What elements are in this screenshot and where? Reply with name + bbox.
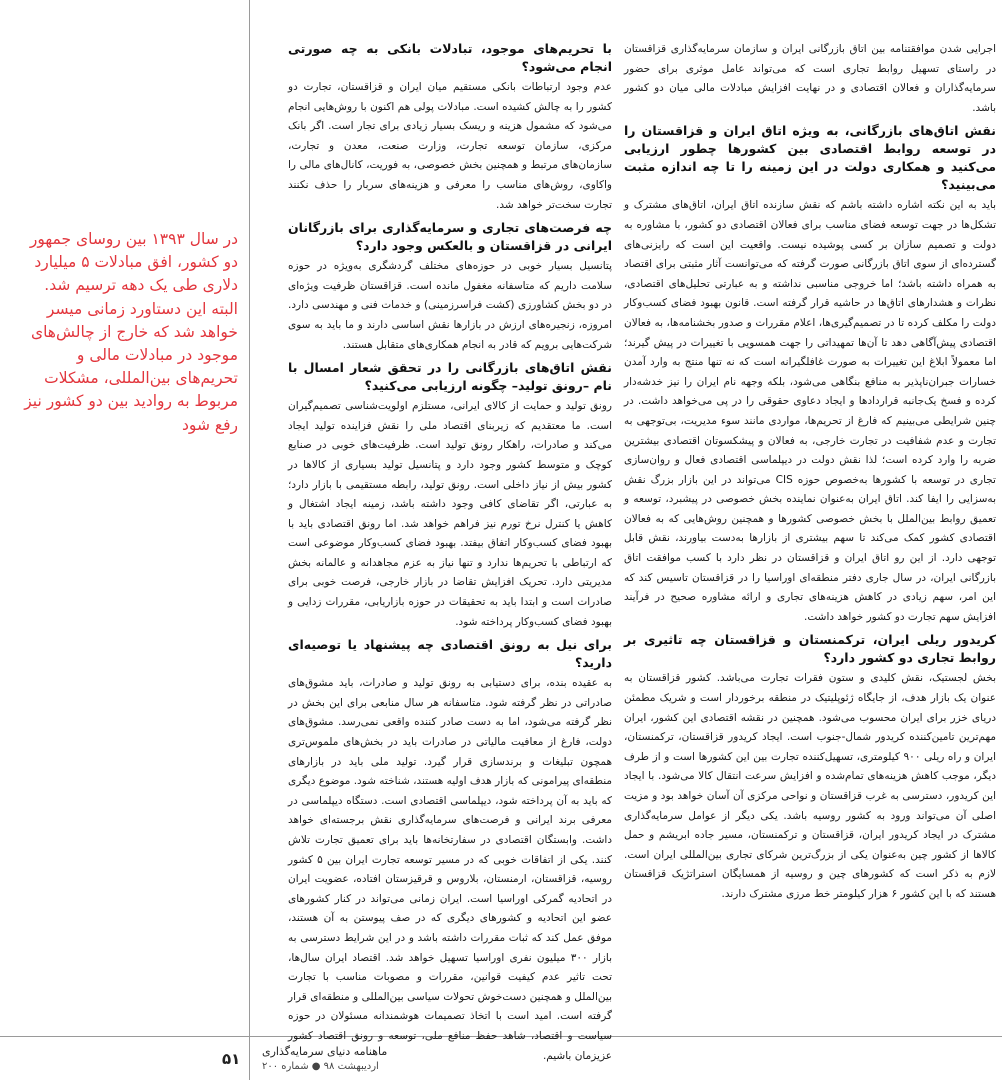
paragraph: رونق تولید و حمایت از کالای ایرانی، مستلزم اولویت‌شناسی تصمیم‌گیران است. ما معتقدیم که زیربنای اقتصاد ملی را نقش فزاینده تولید ایجاد می‌کند و صادرات، راهکار رونق تولید است. ظرفیت‌های خوبی در صنایع کوچک و متوسط کشور وجود دارد و پتانسیل تولید بسیاری از کالاها در کشور بیش از نیاز داخلی است. رونق تولید، رابطه مستقیمی با بازار دارد؛ به عبارتی، اگر تقاضای کافی وجود داشته باشد، زمینه ایجاد اشتغال و کاهش یا کنترل نرخ تورم نیز فراهم خواهد شد. اما رونق اقتصادی باید با بهبود فضای کسب‌وکار اتفاق بیفتد. بهبود فضای کسب‌وکار موضوعی است که ارتباطی با تحریم‌ها ندارد و تنها نیاز به عزم مجاهدانه و عالمانه بخش مدیریتی دارد. تحریک افزایش تقاضا در بازار خارجی، فرصت خوبی برای صادرات است و ابتدا باید به تحقیقات در حوزه بازاریابی، مقررات زدایی و بهبود فضای کسب‌وکار پرداخته شود. <box>288 400 612 628</box>
issue-info: اردیبهشت ۹۸ ● شماره ۲۰۰ <box>262 1061 379 1072</box>
paragraph: عدم وجود ارتباطات بانکی مستقیم میان ایران و قزاقستان، تجارت دو کشور را به چالش کشیده است. مبادلات پولی هم اکنون با روش‌هایی انجام می‌شود که مشمول هزینه و ریسک بسیار زیادی برای تجار است. اگر بانک مرکزی، سازمان توسعه تجارت، وزارت صنعت، معدن و تجارت، سازمان‌های مرتبط و همچنین بخش خصوصی، به فوریت، کانال‌های مالی را واکاوی، روش‌های مناسب را معرفی و هزینه‌های سربار را حذف نکنند تجارت سخت‌تر خواهد شد. <box>288 81 612 211</box>
question-heading: برای نیل به رونق اقتصادی چه پیشنهاد یا توصیه‌ای دارید؟ <box>288 637 612 671</box>
magazine-title: ماهنامه دنیای سرمایه‌گذاری <box>262 1045 388 1058</box>
paragraph: اجرایی شدن موافقتنامه بین اتاق بازرگانی ایران و سازمان سرمایه‌گذاری قزاقستان در راستای تسهیل روابط تجاری است که می‌تواند عامل موثری برای حضور سرمایه‌گذاران و فعالان اقتصادی و در نهایت افزایش مبادلات مالی میان دو کشور باشد. <box>624 43 996 114</box>
question-heading: چه فرصت‌های تجاری و سرمایه‌گذاری برای بازرگانان ایرانی در قزاقستان و بالعکس وجود دارد؟ <box>288 220 612 254</box>
question-heading: با تحریم‌های موجود، تبادلات بانکی به چه صورتی انجام می‌شود؟ <box>288 41 612 74</box>
page-number: ۵۱ <box>222 1050 241 1068</box>
question-heading: نقش اتاق‌های بازرگانی، به ویژه اتاق ایران و قزاقستان را در توسعه روابط اقتصادی بین کشورها چطور ارزیابی می‌کنید و همکاری دولت در این زمینه را تا چه اندازه مثبت می‌بینید؟ <box>624 123 996 193</box>
question-heading: کریدور ریلی ایران، ترکمنستان و قزاقستان چه تاثیری بر روابط تجاری دو کشور دارد؟ <box>624 632 996 666</box>
pull-quote: در سال ۱۳۹۳ بین روسای جمهور دو کشور، افق مبادلات ۵ میلیارد دلاری طی یک دهه ترسیم شد. البته این دستاورد زمانی میسر خواهد شد که خارج از چالش‌های موجود در مبادلات مالی و تحریم‌های بین‌المللی، مشکلات مربوط به روادید بین دو کشور نیز رفع شود <box>24 230 238 434</box>
article-column-right <box>624 40 996 1025</box>
paragraph: پتانسیل بسیار خوبی در حوزه‌های مختلف گردشگری به‌ویژه در حوزه سلامت داریم که متاسفانه مغفول مانده است. قزاقستان ظرفیت ویژه‌ای در دو بخش کشاورزی (کشت فراسرزمینی) و خدمات فنی و مهندسی دارد. امروزه، زنجیره‌های ارزش در بازارها نقش اساسی دارند و ما باید به سوی شرکت‌هایی برویم که قادر به انجام همکاری‌های متقابل هستند. <box>288 260 612 351</box>
column-divider <box>249 0 250 1080</box>
question-heading: نقش اتاق‌های بازرگانی را در تحقق شعار امسال با نام –رونق تولید– چگونه ارزیابی می‌کنید؟ <box>288 360 612 394</box>
paragraph: به عقیده بنده، برای دستیابی به رونق تولید و صادرات، باید مشوق‌های صادراتی در نظر گرفته شود. متاسفانه هر سال منابعی برای این بخش در نظر گرفته می‌شود، اما به دست صادر کننده واقعی نمی‌رسد. مشوق‌های دولت، فارغ از معافیت مالیاتی در صادرات باید در بخش‌های ملموس‌تری همچون تبلیغات و برندسازی قرار گیرد. تولید ملی باید در بازارهای منطقه‌ای پیرامونی که بازار هدف اولیه هستند، شناخته شود. موضوع دیگری که باید به آن پرداخته شود، دیپلماسی اقتصادی است. دستگاه دیپلماسی در معرفی برند ایرانی و فرصت‌های سرمایه‌گذاری نقش برجسته‌ای خواهد داشت. وابستگان اقتصادی در سفارتخانه‌ها باید برای تعمیق تجارت تلاش کنند. یکی از اتفاقات خوبی که در مسیر توسعه تجارت ایران بین ۵ کشور روسیه، قزاقستان، ارمنستان، بلاروس و قرقیزستان افتاده، عضویت ایران در اتحادیه گمرکی اوراسیا است. ایران زمانی می‌تواند در کنار کشورهای عضو این اتحادیه و کشورهای دیگری که در صف پیوستن به آن هستند، موفق عمل کند که ثبات مقررات داشته باشد و در این شرایط دسترسی به بازار ۳۰۰ میلیون نفری اوراسیا تسهیل خواهد شد. اقتصاد ایران سال‌ها، تحت تاثیر عدم کیفیت قوانین، مقررات و مصوبات مناسب با تجارت بین‌الملل و همچنین دست‌خوش تحولات سیاسی بین‌المللی و منطقه‌ای قرار گرفته است. امید است با اتخاذ تصمیمات هوشمندانه مسئولان در حوزه سیاست و اقتصاد، شاهد حفظ منافع ملی، توسعه و رونق اقتصاد کشور عزیزمان باشیم. <box>287 677 612 1062</box>
paragraph: باید به این نکته اشاره داشته باشم که نقش سازنده اتاق ایران، اتاق‌های مشترک و تشکل‌ها در جهت توسعه فضای مناسب برای فعالان اقتصادی دو کشور، با مشاوره به دولت و تصمیم سازان بر کسی پوشیده نیست. واقعیت این است که رایزنی‌های گسترده‌ای از سوی اتاق بازرگانی صورت گرفته که می‌توانست آثار مثبتی برای اقتصاد به همراه داشته باشد؛ اما خروجی مناسبی نداشته و به عبارتی تحلیل‌های اقتصادی، نظرات و هشدارهای اتاق‌ها در حاشیه قرار گرفته است. قانون بهبود فضای کسب‌وکار دولت را مکلف کرده تا در تصمیم‌گیری‌ها، اعلام مقررات و صدور بخشنامه‌ها، به فعالان اقتصادی پیش‌آگاهی دهد تا آن‌ها تمهیداتی را جهت همسویی با تغییرات در پیش گیرند؛ اما معمولاً ابلاغ این تغییرات به صورت غافلگیرانه است که نه تنها منتج به وارد آمدن خسارات جبران‌ناپذیر به منافع بنگاهی می‌شود، بلکه وجهه نام ایران را نیز خدشه‌دار کرده و فسخ یک‌جانبه قراردادها و ایجاد دعاوی حقوقی را در پی می‌خواهد داشت. در چنین شرایطی می‌بینیم که فارغ از تحریم‌ها، مواردی مانند سوء مدیریت، بی‌توجهی به تجارت و عدم شفافیت در تجارت خارجی، به فعالان و پیشکسوتان اقتصادی بیشترین ضربه را وارد کرده است؛ لذا نقش دولت در دیپلماسی اقتصادی فعال و روان‌سازی تجاری در توسعه با کشورها به‌خصوص حوزه CIS می‌تواند در این بازار بزرگ نقش به‌سزایی را ایفا کند. اتاق ایران به‌عنوان نماینده بخش خصوصی در پیشبرد، توسعه و تعمیق روابط بین‌الملل با بخش خصوصی کشورها و همچنین روش‌هایی که به فعالان اقتصادی کشور کمک می‌کند تا سهم بیشتری از بازارها به‌دست بیاورند، نقش قابل توجهی دارد. از این رو اتاق ایران و قزاقستان در نظر دارد با کسب موافقت اتاق بازرگانی ایران، در سال جاری دفتر منطقه‌ای اوراسیا را در قزاقستان تاسیس کند که این امر، سهم زیادی در کاهش هزینه‌های تجاری و ارائه مشاوره صحیح در فرآیند افزایش سهم تجارت دو کشور خواهد داشت. <box>624 199 996 623</box>
paragraph: بخش لجستیک، نقش کلیدی و ستون فقرات تجارت می‌باشد. کشور قزاقستان به عنوان یک بازار هدف، از جایگاه ژئوپلیتیک در منطقه برخوردار است و شریک مطمئن دریای خزر برای ایران محسوب می‌شود. همچنین در نقشه اقتصادی این کشور، ایران مهم‌ترین تامین‌کننده کریدور شمال-جنوب است. ایجاد کریدور قزاقستان، ترکمنستان، ایران و راه ریلی ۹۰۰ کیلومتری، تسهیل‌کننده تجارت بین این کشورها است و از طرف دیگر، موجب کاهش هزینه‌های تمام‌شده و افزایش سرعت انتقال کالا می‌شود. با ایجاد این کریدور، دسترسی به غرب قزاقستان و نواحی مرکزی آن آسان خواهد بود و مزیت اصلی آن می‌تواند ورود به کشور روسیه باشد. یکی دیگر از عوامل سرمایه‌گذاری مشترک در ایجاد کریدور ایران، قزاقستان و ترکمنستان، مسیر جاده ابریشم و حمل کالاها از کشور چین به‌عنوان یکی از بزرگ‌ترین شرکای تجاری بین‌المللی ایران است. لازم به ذکر است که کشورهای چین و روسیه از همسایگان استراتژیک قزاقستان هستند که با این کشور ۶ هزار کیلومتر خط مرزی مشترک دارند. <box>624 672 996 900</box>
